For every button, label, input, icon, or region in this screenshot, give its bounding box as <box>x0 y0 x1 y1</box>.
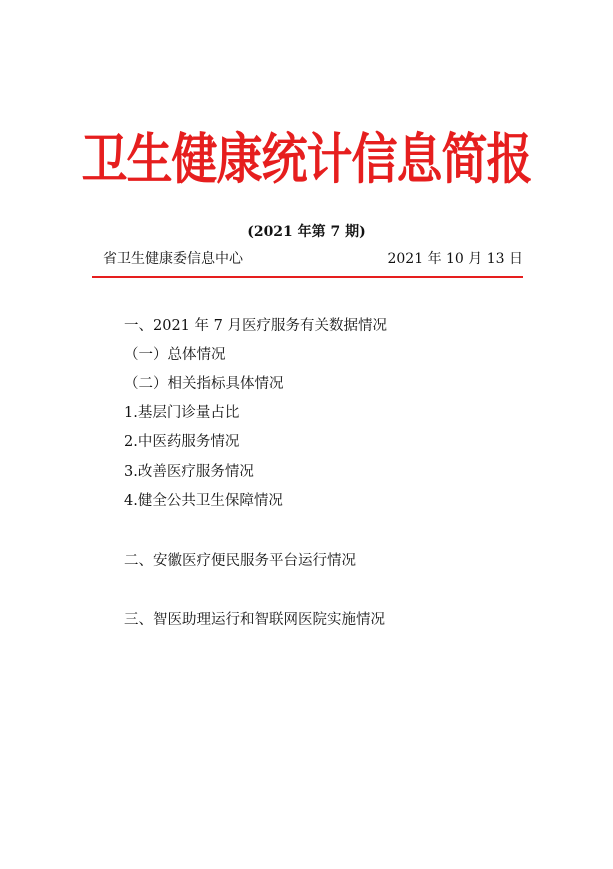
publish-date: 2021 年 10 月 13 日 <box>387 251 523 267</box>
toc-section-3: 三、智医助理运行和智联网医院实施情况 <box>124 612 385 628</box>
toc-item-3: 3.改善医疗服务情况 <box>124 464 254 480</box>
toc-item-1: 1.基层门诊量占比 <box>124 405 240 421</box>
toc-item-4: 4.健全公共卫生保障情况 <box>124 493 283 509</box>
masthead-title: 卫生健康统计信息简报 <box>81 127 532 192</box>
toc-section-2: 二、安徽医疗便民服务平台运行情况 <box>124 553 356 569</box>
toc-subsection-1-1: （一）总体情况 <box>124 347 226 363</box>
publisher-row <box>103 249 523 269</box>
header-divider <box>92 276 523 278</box>
toc-section-1: 一、2021 年 7 月医疗服务有关数据情况 <box>124 318 387 334</box>
issue-number: (2021 年第 7 期) <box>247 224 366 240</box>
toc-item-2: 2.中医药服务情况 <box>124 434 240 450</box>
toc-subsection-1-2: （二）相关指标具体情况 <box>124 376 284 392</box>
publisher-org: 省卫生健康委信息中心 <box>103 251 243 267</box>
